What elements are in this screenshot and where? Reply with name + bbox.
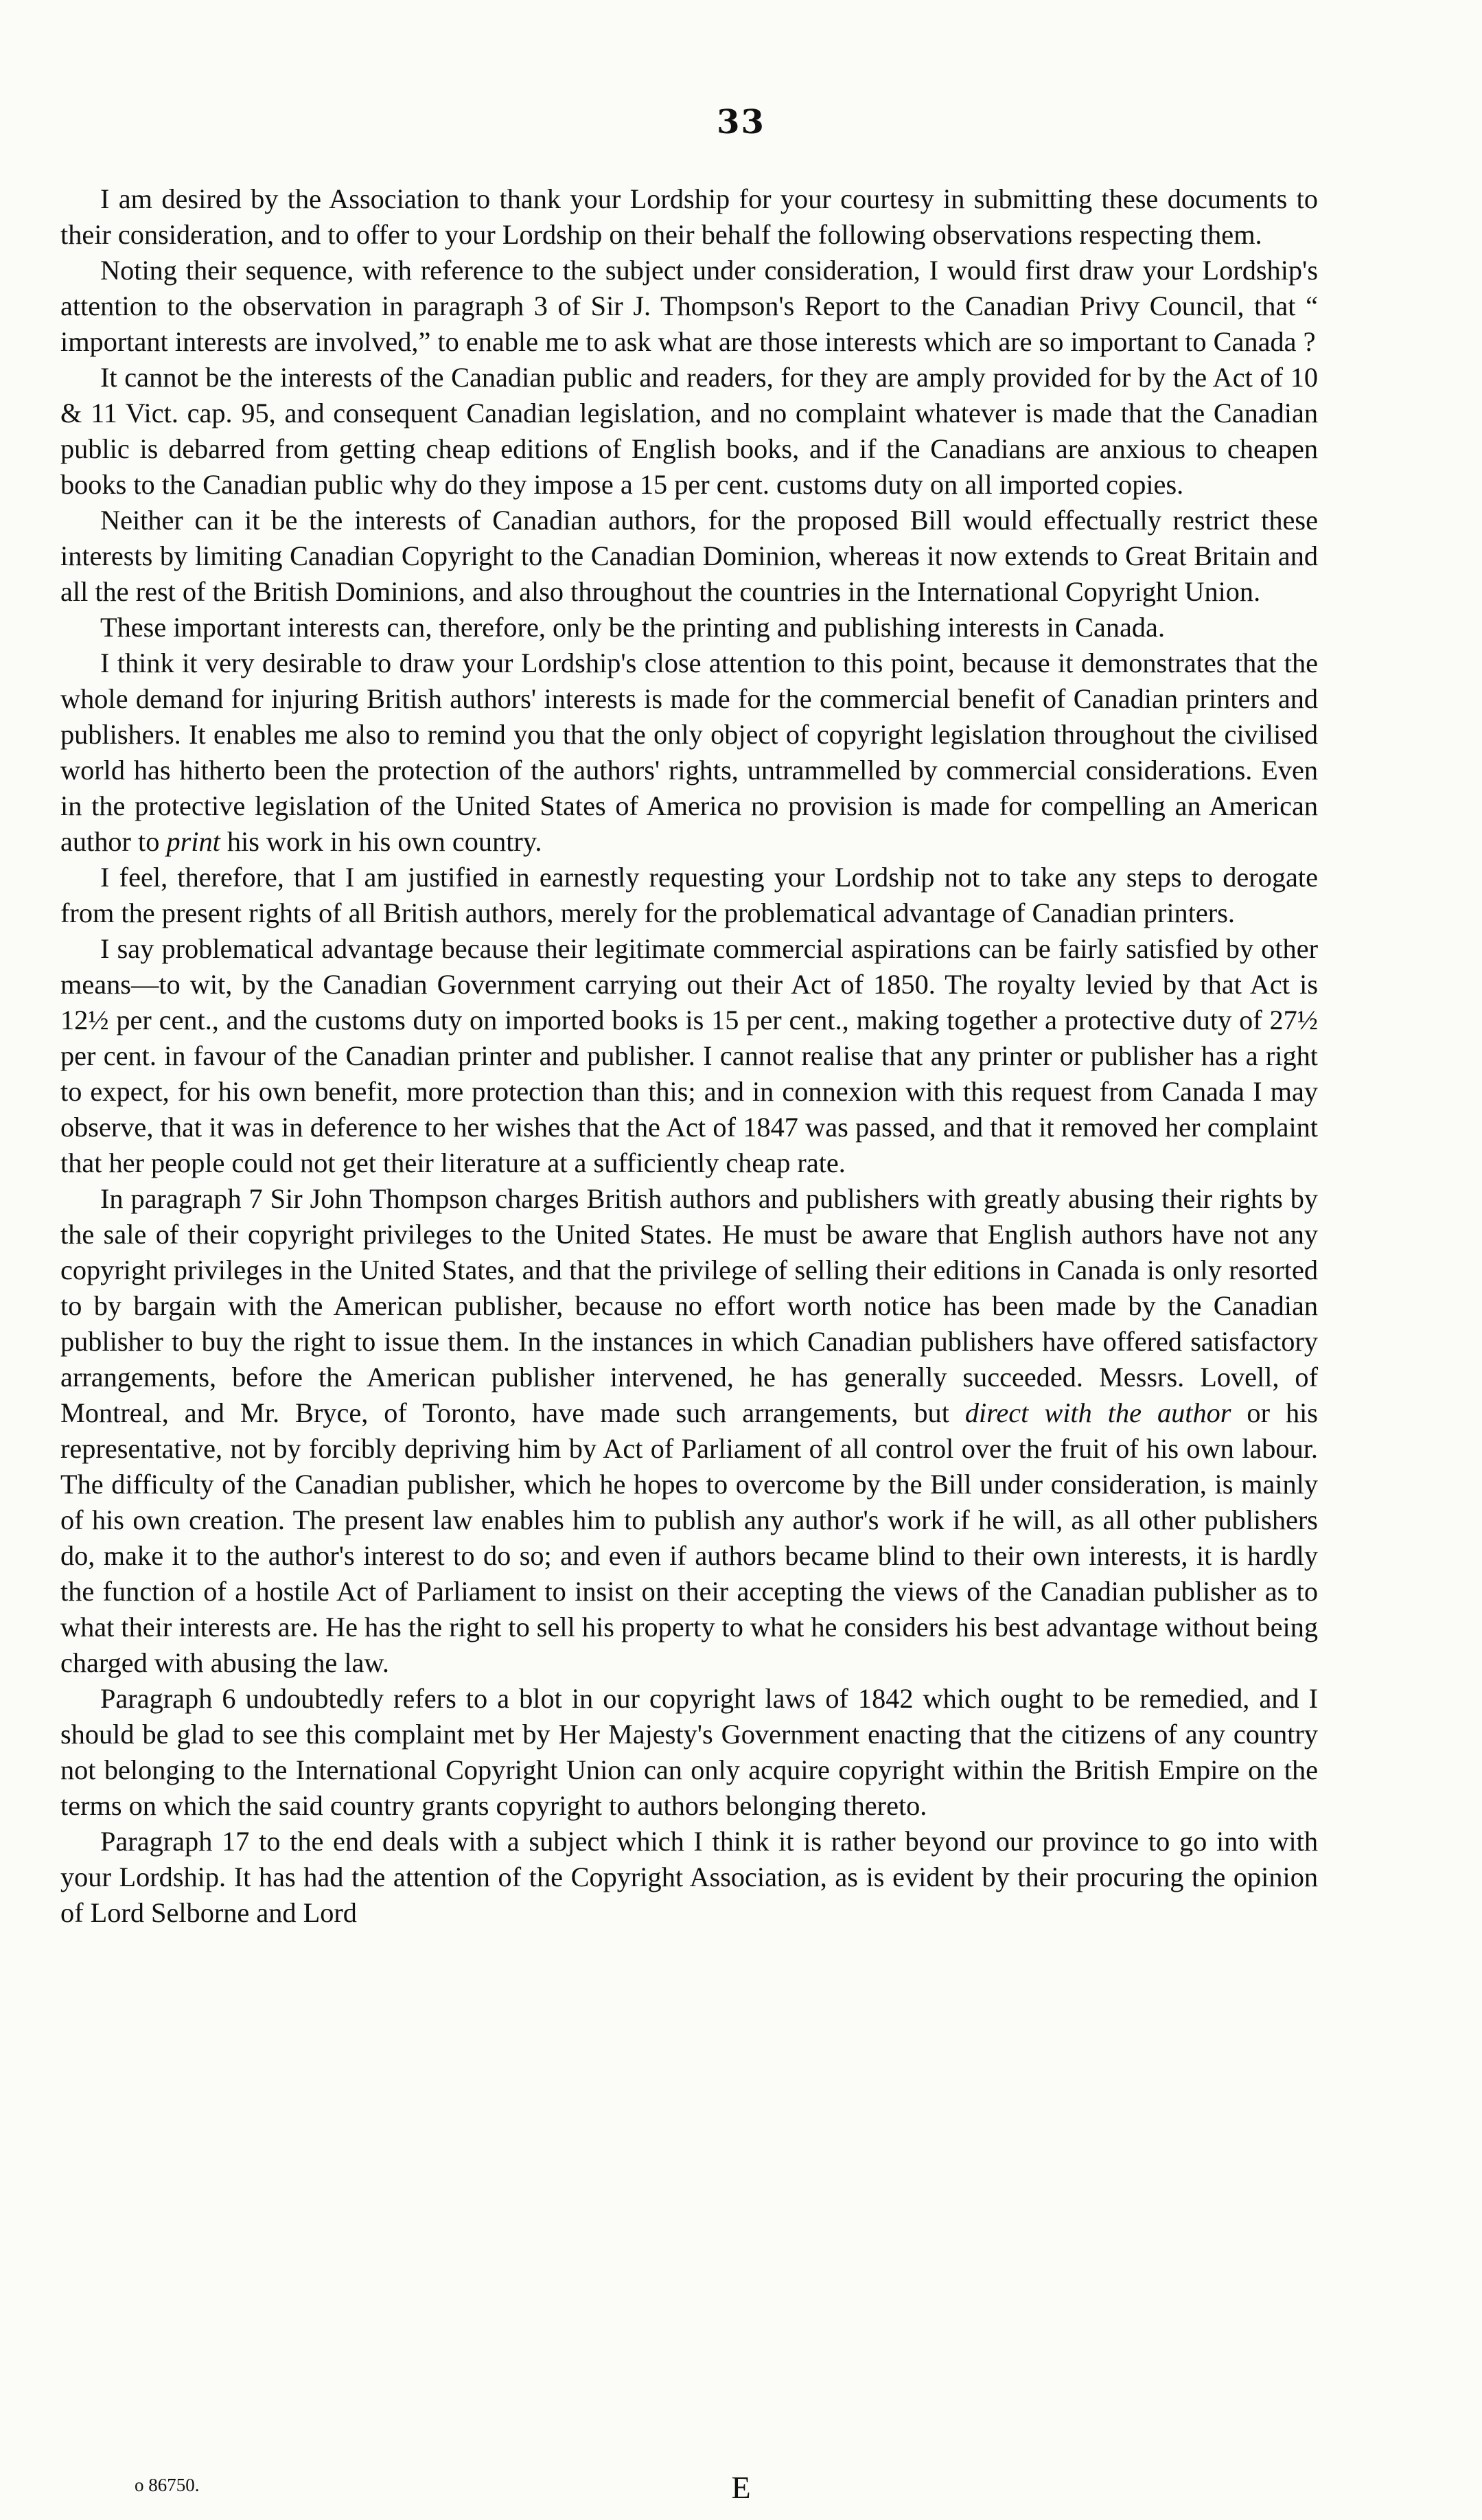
paragraph-text: In paragraph 7 Sir John Thompson charges British authors and publishers with greatly abusing their rights by the sale of their copyright privileges to the United States. He must be aware that English authors have not any copyright privileges in the United States, and that the privilege of selling their editions in Canada is only resorted to by bargain with the American publisher, because no effort worth notice has been made by the Canadian publisher to buy the right to issue them. In the instances in which Canadian publishers have offered satisfactory arrangements, before the American publisher intervened, he has generally succeeded. Messrs. Lovell, of Montreal, and Mr. Bryce, of Toronto, have made such arrangements, but [60,1183,1318,1428]
paragraph-printing-interests [60,610,1318,645]
letter-body [60,181,1318,1931]
paragraph-text: These important interests can, therefore, only be the printing and publishing interests in Canada. [100,612,1166,643]
paragraph-text: Neither can it be the interests of Canadian authors, for the proposed Bill would effectually restrict these interests by limiting Canadian Copyright to the Canadian Dominion, whereas it now extends to Great Britain and all the rest of the British Dominions, and also throughout the countries in the International Copyright Union. [60,505,1318,607]
paragraph-text: I am desired by the Association to thank your Lordship for your courtesy in submitting these documents to their consideration, and to offer to your Lordship on their behalf the following observations respecting them. [60,183,1318,250]
printer-signature: o 86750. [135,2475,200,2495]
paragraph-canadian-authors [60,503,1318,610]
paragraph-request [60,860,1318,931]
page-footer [0,2469,1482,2504]
paragraph-problematical [60,931,1318,1181]
paragraph-thanks [60,181,1318,253]
page-number: 33 [717,103,765,141]
paragraph-sequence [60,253,1318,360]
paragraph-text: Noting their sequence, with reference to the subject under consideration, I would first draw your Lordship's attention to the observation in paragraph 3 of Sir J. Thompson's Report to the Canadian Privy Council, that “ important interests are involved,” to enable me to ask what are those interests which are so important to Canada ? [60,255,1318,357]
paragraph-text: Paragraph 6 undoubtedly refers to a blot in our copyright laws of 1842 which ought to be remedied, and I should be glad to see this complaint met by Her Majesty's Government enacting that the citizens of any country not belonging to the International Copyright Union can only acquire copyright within the British Empire on the terms on which the said country grants copyright to authors belonging thereto. [60,1683,1318,1821]
paragraph-text: or his representative, not by forcibly depriving him by Act of Parliament of all control over the fruit of his own labour. The difficulty of the Canadian publisher, which he hopes to overcome by the Bill under consideration, is mainly of his own creation. The present law enables him to publish any author's work if he will, as all other publishers do, make it to the author's interest to do so; and even if authors became blind to their own interests, it is hardly the function of a hostile Act of Parliament to insist on their accepting the views of the Canadian publisher as to what their interests are. He has the right to sell his property to what he considers his best advantage without being charged with abusing the law. [60,1397,1318,1678]
paragraph-attention [60,645,1318,860]
paragraph-seventeen [60,1824,1318,1931]
paragraph-text: I feel, therefore, that I am justified in earnestly requesting your Lordship not to take any steps to derogate from the present rights of all British authors, merely for the problematical advantage of Canadian printers. [60,862,1318,928]
paragraph-text: I think it very desirable to draw your Lordship's close attention to this point, because it demonstrates that the whole demand for injuring British authors' interests is made for the commercial benefit of Canadian printers and publishers. It enables me also to remind you that the only object of copyright legislation throughout the civilised world has hitherto been the protection of the authors' rights, untrammelled by commercial considerations. Even in the protective legislation of the United States of America no provision is made for compelling an American author to [60,648,1318,857]
paragraph-text: his work in his own country. [220,826,542,857]
paragraph-text: I say problematical advantage because their legitimate commercial aspirations can be fairly satisfied by other means—to wit, by the Canadian Government carrying out their Act of 1850. The royalty levied by that Act is 12½ per cent., and the customs duty on imported books is 15 per cent., making together a protective duty of 27½ per cent. in favour of the Canadian printer and publisher. I cannot realise that any printer or publisher has a right to expect, for his own benefit, more protection than this; and in connexion with this request from Canada I may observe, that it was in deference to her wishes that the Act of 1847 was passed, and that it removed her complaint that her people could not get their literature at a sufficiently cheap rate. [60,933,1318,1178]
paragraph-text: Paragraph 17 to the end deals with a subject which I think it is rather beyond our province to go into with your Lordship. It has had the attention of the Copyright Association, as is evident by their procuring the opinion of Lord Selborne and Lord [60,1826,1318,1928]
paragraph-six [60,1681,1318,1824]
sheet-signature-letter: E [731,2470,751,2505]
paragraph-italic-text: direct with the author [964,1397,1231,1428]
paragraph-italic-text: print [166,826,220,857]
paragraph-text: It cannot be the interests of the Canadian public and readers, for they are amply provided for by the Act of 10 & 11 Vict. cap. 95, and consequent Canadian legislation, and no complaint whatever is made that the Canadian public is debarred from getting cheap editions of English books, and if the Canadians are anxious to cheapen books to the Canadian public why do they impose a 15 per cent. customs duty on all imported copies. [60,362,1318,500]
paragraph-seven [60,1181,1318,1681]
paragraph-canadian-public [60,360,1318,503]
